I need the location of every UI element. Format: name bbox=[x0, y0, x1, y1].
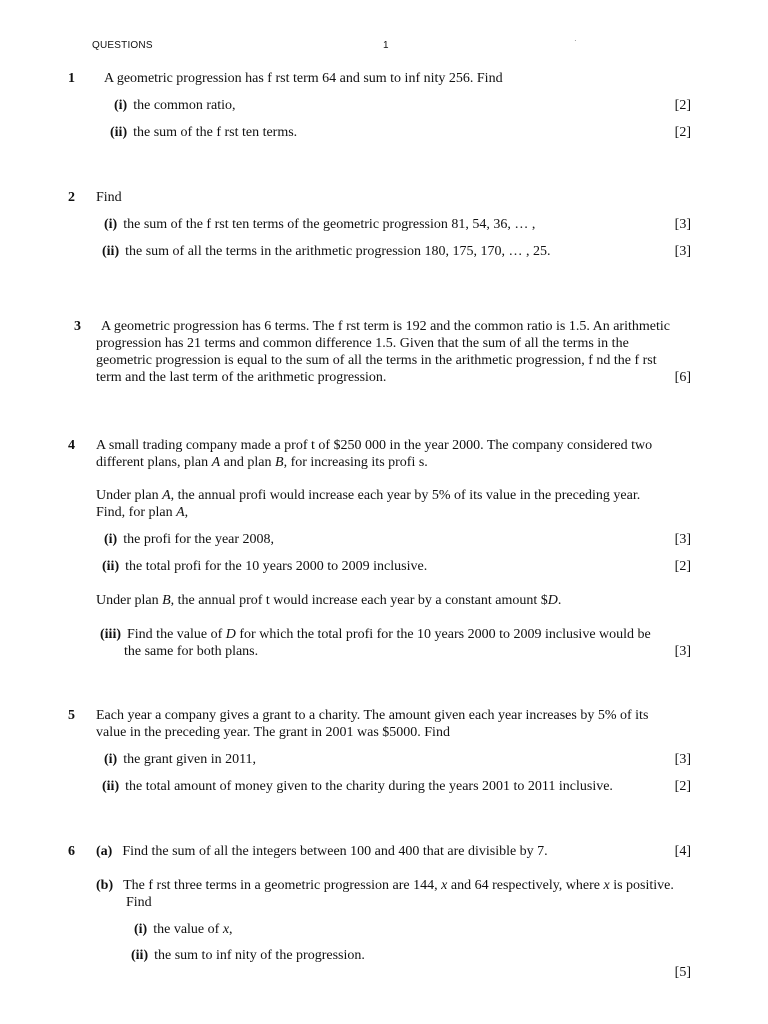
question-stem: A geometric progression has f rst term 64 and sum to inf nity 256. Find bbox=[104, 71, 503, 86]
part-label: (i) bbox=[104, 752, 118, 767]
question-text-line: A small trading company made a prof t of $250 000 in the year 2000. The company considered two bbox=[96, 438, 653, 453]
part-text: the sum of all the terms in the arithmetic progression 180, 175, 170, … , 25. bbox=[125, 244, 551, 259]
question-number: 2 bbox=[68, 190, 75, 205]
part-text: Find the sum of all the integers between 100 and 400 that are divisible by 7. bbox=[122, 844, 548, 859]
part-label: (ii) bbox=[110, 125, 128, 140]
question-text-line: progression has 21 terms and common difference 1.5. Given that the sum of all the terms in the bbox=[96, 336, 629, 351]
part-label: (b) bbox=[96, 878, 114, 893]
plan-b-text: Under plan B, the annual prof t would increase each year by a constant amount $D. bbox=[96, 593, 562, 608]
marks: [3] bbox=[674, 217, 691, 232]
part-text: the common ratio, bbox=[133, 98, 236, 113]
part-label: (iii) bbox=[100, 627, 121, 642]
part-label: (i) bbox=[134, 922, 148, 937]
part-text: the sum of the f rst ten terms of the geometric progression 81, 54, 36, … , bbox=[123, 217, 536, 232]
marks: [3] bbox=[674, 752, 691, 767]
part-i bbox=[104, 751, 690, 768]
plan-a-text-line: Find, for plan A, bbox=[96, 505, 189, 520]
question-number: 5 bbox=[68, 708, 75, 723]
part-ii bbox=[102, 558, 688, 575]
marks: [3] bbox=[674, 644, 691, 659]
marks: [5] bbox=[674, 965, 691, 980]
part-text: Find the value of D for which the total profi for the 10 years 2000 to 2009 inclusive would be bbox=[127, 627, 651, 642]
scan-speck: · bbox=[574, 36, 577, 45]
plan-a-text-line: Under plan A, the annual profi would increase each year by 5% of its value in the preceding year. bbox=[96, 488, 641, 503]
marks: [3] bbox=[674, 244, 691, 259]
part-i bbox=[104, 216, 690, 233]
question-text-line: geometric progression is equal to the sum of all the terms in the arithmetic progression, f nd the f rst bbox=[96, 353, 657, 368]
part-b bbox=[96, 877, 692, 894]
part-label: (i) bbox=[104, 532, 118, 547]
question-number: 3 bbox=[74, 319, 81, 334]
part-b-i bbox=[134, 921, 690, 938]
question-stem: Find bbox=[96, 190, 122, 205]
part-label: (ii) bbox=[102, 559, 120, 574]
marks: [2] bbox=[674, 125, 691, 140]
question-text-line: A geometric progression has 6 terms. The f rst term is 192 and the common ratio is 1.5. An arithmetic bbox=[101, 319, 670, 334]
part-text: the profi for the year 2008, bbox=[123, 532, 275, 547]
question-text-line: different plans, plan A and plan B, for increasing its profi s. bbox=[96, 455, 428, 470]
page-number: 1 bbox=[383, 40, 389, 51]
question-number: 6 bbox=[68, 844, 75, 859]
question-text-line: term and the last term of the arithmetic progression. bbox=[96, 370, 387, 385]
part-text: the sum to inf nity of the progression. bbox=[154, 948, 365, 963]
part-ii bbox=[110, 124, 696, 141]
part-iii-continued: the same for both plans. bbox=[124, 644, 259, 659]
part-b-continued: Find bbox=[126, 895, 152, 910]
marks: [2] bbox=[674, 779, 691, 794]
part-b-ii bbox=[131, 947, 687, 964]
part-text: the total profi for the 10 years 2000 to 2009 inclusive. bbox=[125, 559, 428, 574]
marks: [3] bbox=[674, 532, 691, 547]
marks: [4] bbox=[674, 844, 691, 859]
question-number: 1 bbox=[68, 71, 75, 86]
part-label: (a) bbox=[96, 844, 113, 859]
question-number: 4 bbox=[68, 438, 75, 453]
part-i bbox=[104, 531, 690, 548]
part-a bbox=[96, 843, 548, 860]
part-text: the total amount of money given to the charity during the years 2001 to 2011 inclusive. bbox=[125, 779, 613, 794]
part-text: The f rst three terms in a geometric progression are 144, x and 64 respectively, where x is positive. bbox=[123, 878, 674, 893]
part-ii bbox=[102, 243, 688, 260]
marks: [6] bbox=[674, 370, 691, 385]
question-text-line: Each year a company gives a grant to a charity. The amount given each year increases by 5% of its bbox=[96, 708, 649, 723]
part-ii bbox=[102, 778, 688, 795]
part-iii bbox=[100, 626, 692, 643]
part-i bbox=[114, 97, 700, 114]
part-label: (i) bbox=[104, 217, 118, 232]
part-text: the sum of the f rst ten terms. bbox=[133, 125, 298, 140]
part-label: (ii) bbox=[102, 244, 120, 259]
part-label: (i) bbox=[114, 98, 128, 113]
question-text-line: value in the preceding year. The grant in 2001 was $5000. Find bbox=[96, 725, 450, 740]
part-text: the value of x, bbox=[153, 922, 233, 937]
marks: [2] bbox=[674, 98, 691, 113]
marks: [2] bbox=[674, 559, 691, 574]
page-header-label: QUESTIONS bbox=[92, 40, 153, 51]
part-text: the grant given in 2011, bbox=[123, 752, 257, 767]
part-label: (ii) bbox=[102, 779, 120, 794]
part-label: (ii) bbox=[131, 948, 149, 963]
